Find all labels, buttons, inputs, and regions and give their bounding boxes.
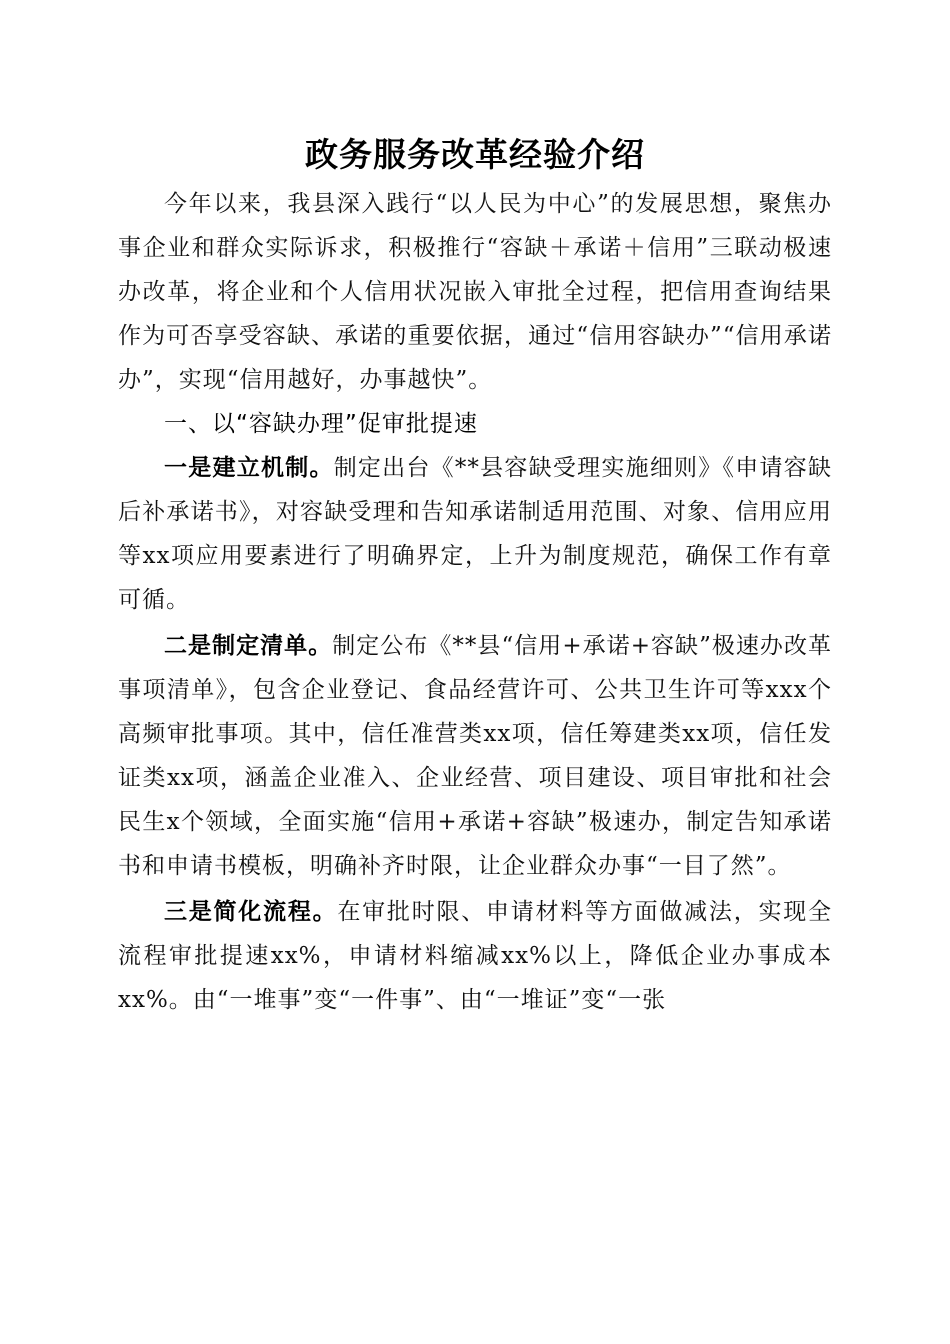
document-body — [118, 132, 832, 1022]
item-lead-3: 三是简化流程。 — [164, 899, 338, 925]
item-lead-2: 二是制定清单。 — [164, 633, 333, 659]
section-heading-1: 一、以“容缺办理”促审批提速 — [164, 411, 478, 437]
document-title: 政务服务改革经验介绍 — [305, 135, 645, 174]
item-text-2: 制定公布《**县“信用+承诺+容缺”极速办改革事项清单》，包含企业登记、食品经营许可、公共卫生许可等xxx个高频审批事项。其中，信任准营类xx项，信任筹建类xx项，信任发证类xx项，涵盖企业准入、企业经营、项目建设、项目审批和社会民生x个领域，全面实施“信用+承诺+容缺”极速办，制定告知承诺书和申请书模板，明确补齐时限，让企业群众办事“一目了然”。 — [118, 633, 832, 879]
item-text-3: 在审批时限、申请材料等方面做减法，实现全流程审批提速xx%，申请材料缩减xx%以上，降低企业办事成本xx%。由“一堆事”变“一件事”、由“一堆证”变“一张 — [118, 899, 833, 1013]
item-paragraph-3 — [118, 890, 832, 1022]
item-paragraph-2 — [118, 624, 832, 888]
item-paragraph-1 — [118, 446, 832, 622]
intro-paragraph: 今年以来，我县深入践行“以人民为中心”的发展思想，聚焦办事企业和群众实际诉求，积极推行“容缺＋承诺＋信用”三联动极速办改革，将企业和个人信用状况嵌入审批全过程，把信用查询结果作为可否享受容缺、承诺的重要依据，通过“信用容缺办”“信用承诺办”，实现“信用越好，办事越快”。 — [118, 191, 832, 393]
item-lead-1: 一是建立机制。 — [164, 455, 334, 481]
item-text-1: 制定出台《**县容缺受理实施细则》《申请容缺后补承诺书》，对容缺受理和告知承诺制适用范围、对象、信用应用等xx项应用要素进行了明确界定，上升为制度规范，确保工作有章可循。 — [118, 455, 833, 613]
